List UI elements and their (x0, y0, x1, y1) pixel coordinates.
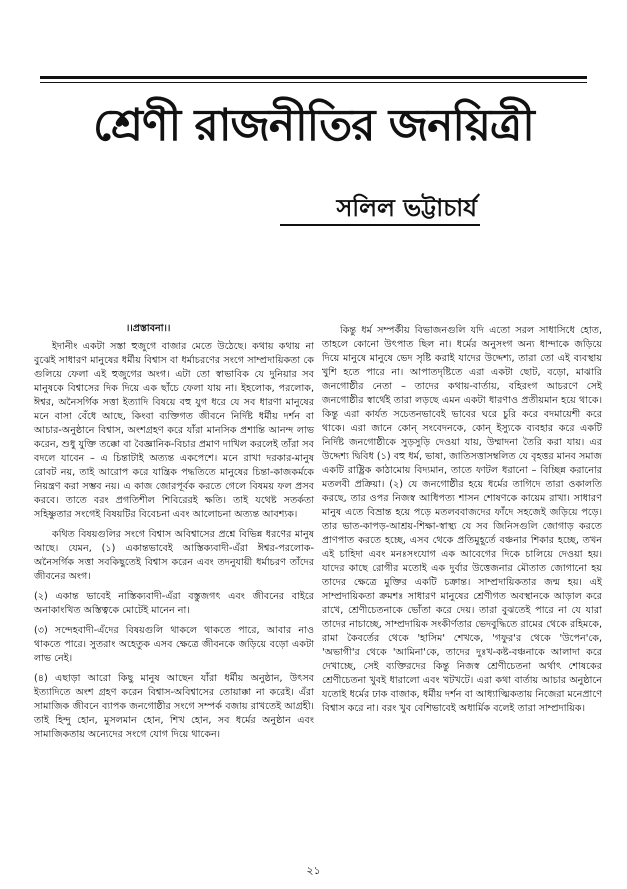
paragraph: কথিত বিষয়গুলির সংগে বিশ্বাস অবিশ্বাসের প্রশ্নে বিভিন্ন ধরণের মানুষ আছে। যেমন, (১) একান্তভাবেই আস্তিক্যবাদী-এঁরা ঈশ্বর-পরলোক-অনৈসর্গিক সত্তা সবকিছুতেই বিশ্বাস করেন এবং তদনুযায়ী ধর্মাচরণ তাঁদের জীবনের অংগ। (34, 529, 314, 582)
section-heading: ।।প্রস্তাবনা।। (126, 323, 171, 334)
author-underline (280, 224, 480, 226)
paragraph: (৩) সন্দেহবাদী-এঁদের বিষয়গুলি থাকলে থাকতে পারে, আবার নাও থাকতে পারে। সুতরাং অহেতুক এসব ক্ষেত্রে জীবনকে জড়িয়ে বড়ো একটা লাভ নেই। (34, 625, 314, 664)
header-rule-thin (40, 82, 587, 83)
left-column (34, 322, 314, 748)
paragraph: কিন্তু ধর্ম সম্পর্কীয় বিভাজনগুলি যদি এতো সরল সাধাসিধে হোত, তাহলে কোনো উৎপাত ছিল না। ধর্মের অনুসংগ অন্য ধান্দাকে জড়িয়ে দিয়ে মানুষে মানুষে ভেদ সৃষ্টি করাই যাদের উদ্দেশ্য, তারা তো এই ব্যবস্থায় খুশি হতে পারে না। আপাতদৃষ্টিতে এরা একটা ছোট, বড়ো, মাঝারি জনগোষ্ঠীর নেতা – তাদের কথায়-বার্তায়, বহিরংগ আচরণে সেই জনগোষ্ঠীর স্বার্থেই তারা লড়ছে এমন একটা ধারণাও প্রতীয়মান হয়ে থাকে। কিন্তু এরা কার্যত সচেতনভাবেই ভাবের ঘরে চুরি করে বদমায়েশী করে থাকে। এরা জানে কোন্ সংবেদনকে, কোন্ ইস্যুকে ব্যবহার করে একটি নির্দিষ্ট জনগোষ্ঠীকে সুড়সুড়ি দেওয়া যায়, উম্মাদনা তৈরি করা যায়। এর উদ্দেশ্য দ্বিবিধ (১) বহু ধর্ম, ভাষা, জাতিসত্তাসম্বলিত যে বৃহত্তর মানব সমাজ একটি রাষ্ট্রিক কাঠামোয় বিদ্যমান, তাতে ফাটল ধরানো – বিচ্ছিন্ন করানোর মতলবী প্রক্রিয়া। (২) যে জনগোষ্ঠীর হয়ে ধর্মের তাগিদে তারা ওকালতি করছে, তার ওপর নিজস্ব আধিপত্য শাসন শোষণকে কায়েম রাখা। সাধারণ মানুষ এতে বিভ্রান্ত হয়ে পড়ে মতলববাজদের ফাঁদে সহজেই জড়িয়ে পড়ে। তার ভাত-কাপড়-আশ্রয়-শিক্ষা-স্বাস্থ্য যে সব জিনিসগুলি জোগাড় করতে প্রাণপাত করতে হচ্ছে, এসব থেকে প্রতিমুহূর্তে বঞ্চনার শিকার হচ্ছে, তখন এই চাহিদা এবং মনঃসংযোগ এক আবেগের দিকে চালিয়ে দেওয়া হয়। যাদের কাছে রোগীর মতোই এক দুর্বার উত্তেজনার মৌতাত জোগানো হয় তাদের ক্ষেত্রে মুক্তির একটি চক্রান্ত। সাম্প্রদায়িকতার জন্ম হয়। এই সাম্প্রদায়িকতা ক্রমশঃ সাধারণ মানুষের শ্রেণীগত অবস্থানকে আড়াল করে রাখে, শ্রেণীচেতনাকে ভোঁতা করে দেয়। তারা বুঝতেই পারে না যে যারা তাদের নাচাচ্ছে, সাম্প্রদায়িক সংকীর্ণতার ভেদবুদ্ধিতে রামের থেকে রহিমকে, রামা কৈবর্তের থেকে 'হাসিম' শেখকে, 'গফুর'র থেকে 'উপেন'কে, 'অভাগী'র থেকে 'আমিনা'কে, তাদের দুঃখ-কষ্ট-বঞ্চনাকে আলাদা করে দেখাচ্ছে, সেই ব্যক্তিরদের কিন্তু নিজস্ব শ্রেণীচেতনা অর্থাৎ শোষকের শ্রেণীচেতনা খুবই ধারালো এবং খটখটে। এরা কথা বার্তায় আচার অনুষ্ঠানে যতোই ধর্মের ঢাক বাজাক, ধর্মীয় দর্শন বা আধ্যাত্মিকতায় নিজেরা মনেপ্রাণে বিশ্বাস করে না। বরং খুব বেশিভাবেই অধার্মিক বলেই তারা সাম্প্রদায়িক। (322, 325, 602, 714)
paragraph: ইদানীং একটা সস্তা হুজুগে বাজার মেতে উঠেছে। কথায় কথায় না বুঝেই সাধারণ মানুষের ধর্মীয় বিশ্বাস বা ধর্মাচরণের সংগে সাম্প্রদায়িকতা কে গুলিয়ে ফেলা এই হুজুগের অংগ। এটা তো স্বাভাবিক যে দুনিয়ার সব মানুষকে বিশ্বাসের দিক দিয়ে এক ছাঁচে ফেলা যায় না। ইহলোক, পরলোক, ঈশ্বর, অনৈসর্গিক সত্তা ইত্যাদি বিষয়ে বহু যুগ ধরে যে সব ধারণা মানুষের মনে বাসা বেঁধে আছে, কিংবা ব্যক্তিগত জীবনে নির্দিষ্ট ধর্মীয় দর্শন বা আচার-অনুষ্ঠানে বিশ্বাস, অংশগ্রহণ করে যাঁরা মানসিক প্রশান্তি আনন্দ লাভ করেন, শুধু যুক্তি তক্কো বা বৈজ্ঞানিক-বিচার প্রমাণ দাখিল করলেই তাঁরা সব বদলে যাবেন – এ চিন্তাটাই অত্যন্ত একপেশে। মনে রাখা দরকার-মানুষ রোবট নয়, তাই আরোপ করে যান্ত্রিক পদ্ধতিতে মানুষের চিন্তা-কাজকর্মকে নিয়ন্ত্রণ করা সম্ভব নয়। এ কাজ জোরপূর্বক করতে গেলে বিষময় ফল প্রসব করবে। তাতে বরং প্রগতিশীল শিবিরেরই ক্ষতি। তাই যথেষ্ট সতর্কতা সহিষ্ণুতার সংগেই বিষয়টির বিবেচনা এবং আলোচনা অত্যন্ত আবশ্যক। (34, 341, 314, 520)
author-name: সলিল ভট্টাচার্য (336, 193, 477, 222)
right-column (322, 324, 602, 722)
paragraph: (২) একান্ত ভাবেই নাস্তিক্যবাদী-এঁরা বস্তুজগৎ এবং জীবনের বাইরে অনাকাংখিত অস্তিত্বকে মোটেই মানেন না। (34, 591, 314, 616)
paragraph: (৪) এছাড়া আরো কিছু মানুষ আছেন যাঁরা ধর্মীয় অনুষ্ঠান, উৎসব ইত্যাদিতে অংশ গ্রহণ করেন বিশ্বাস-অবিশ্বাসের তোয়াক্কা না করেই। এঁরা সামাজিক জীবনে ব্যাপক জনগোষ্ঠীর সংগে সম্পর্ক বজায় রাখতেই আগ্রহী। তাই হিন্দু হোন, মুসলমান হোন, শিখ হোন, সব ধর্মের অনুষ্ঠান এবং সামাজিকতায় অন্যেদের সংগে যোগ দিয়ে থাকেন। (34, 673, 314, 740)
header-rule-thick (40, 76, 587, 79)
article-title: শ্রেণী রাজনীতির জনয়িত্রী (93, 100, 534, 151)
page-number: ২১ (306, 864, 321, 877)
